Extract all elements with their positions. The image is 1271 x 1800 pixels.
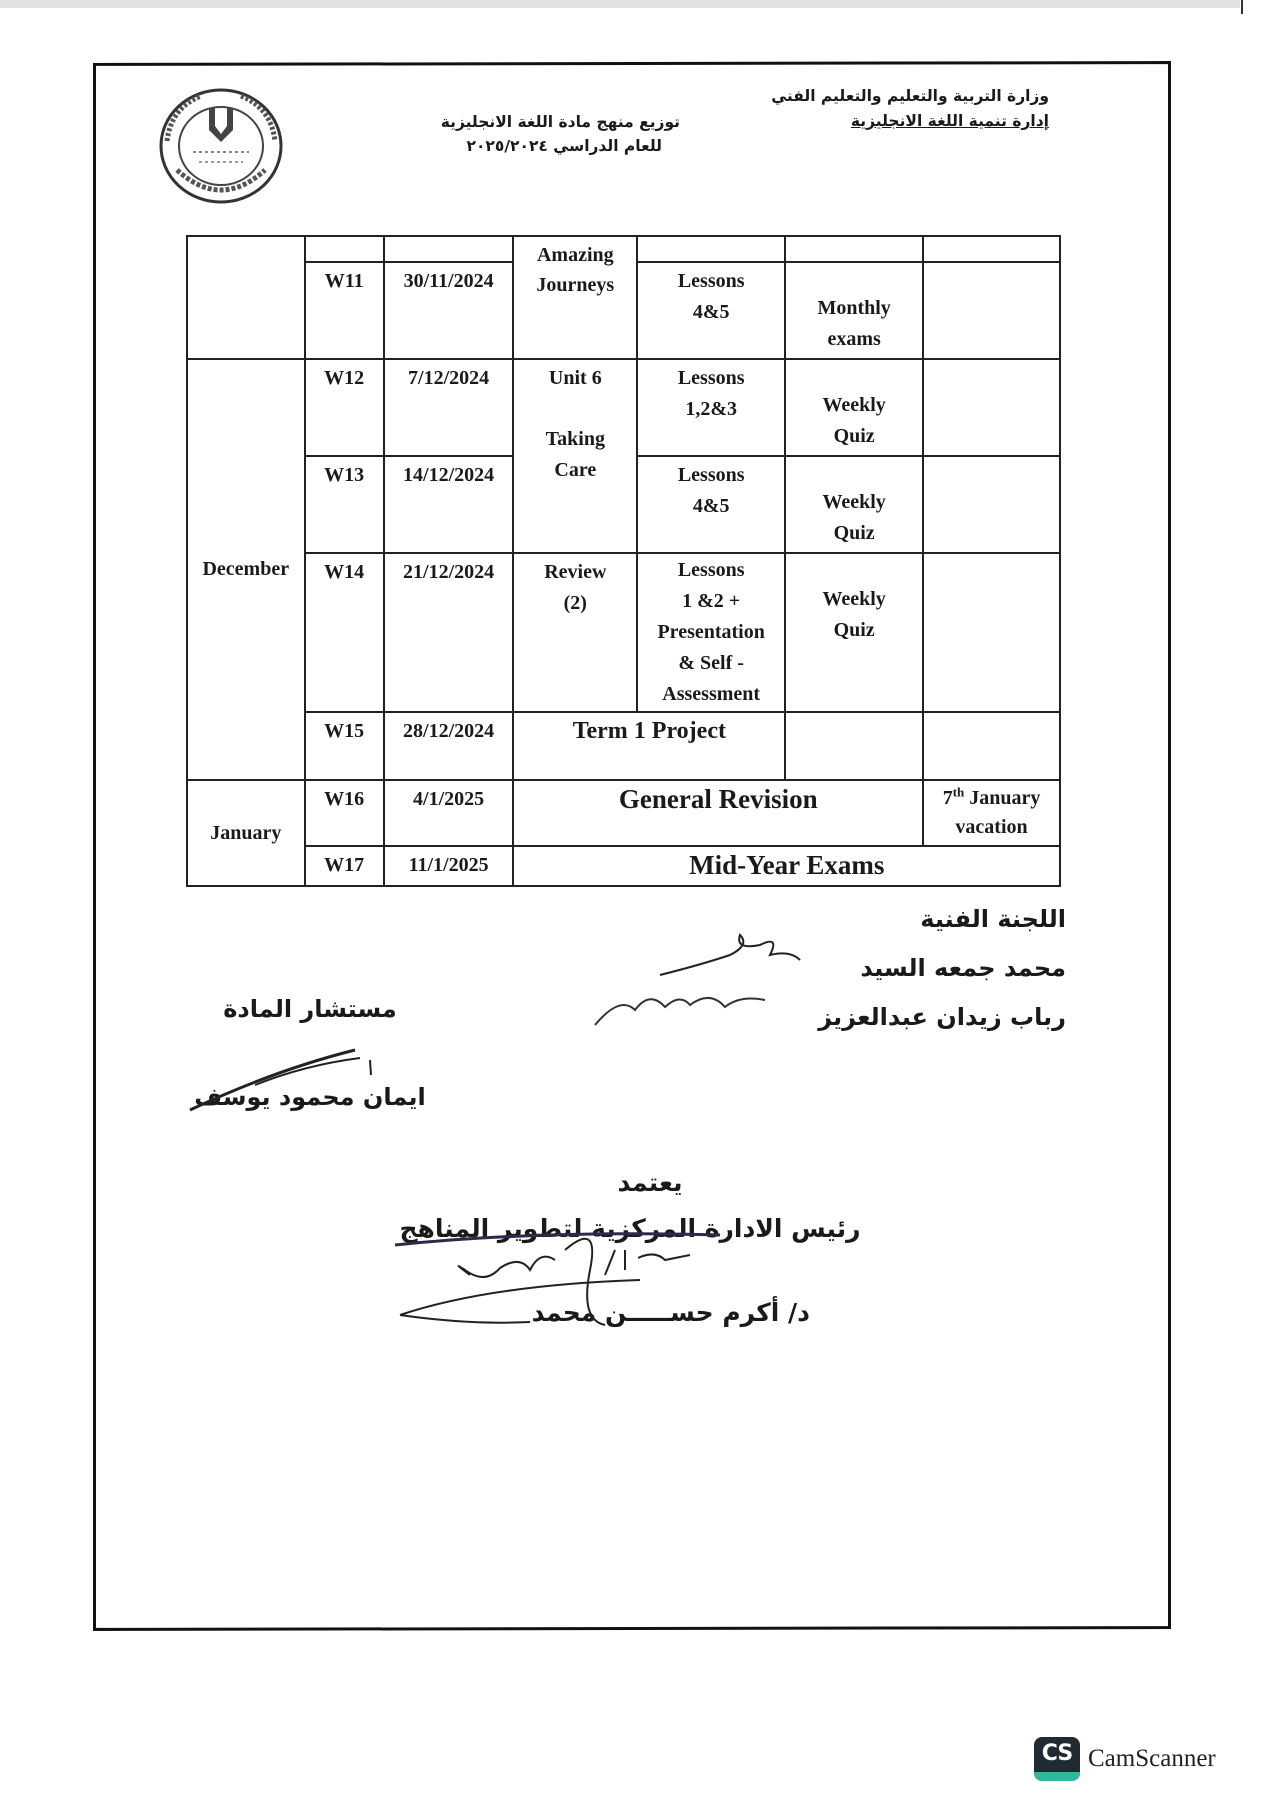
notes-cell <box>923 236 1060 262</box>
ministry-header <box>771 84 1049 134</box>
advisor-title: مستشار المادة <box>223 995 397 1023</box>
notes-cell <box>923 262 1060 359</box>
week-cell: W11 <box>305 262 384 359</box>
date-cell: 14/12/2024 <box>384 456 514 553</box>
lessons-text: Assessment <box>662 683 761 705</box>
assessment-cell <box>785 236 923 262</box>
date-cell: 11/1/2025 <box>384 846 514 886</box>
assessment-text: Weekly <box>822 394 886 416</box>
assessment-text: exams <box>827 328 881 350</box>
lessons-text: 4&5 <box>692 495 730 517</box>
assessment-text: Quiz <box>833 425 875 447</box>
unit-text: Journeys <box>536 274 615 296</box>
camscanner-watermark: CamScanner <box>1088 1745 1216 1772</box>
notes-cell <box>923 780 1060 846</box>
lessons-cell <box>637 236 785 262</box>
week-cell: W15 <box>305 712 384 780</box>
committee-title: اللجنة الفنية <box>920 905 1066 933</box>
approver-title: رئيس الادارة المركزية لتطوير المناهج <box>399 1214 861 1243</box>
week-cell: W17 <box>305 846 384 886</box>
date-cell <box>384 236 514 262</box>
activity-cell: Term 1 Project <box>513 712 785 780</box>
week-cell: W12 <box>305 359 384 456</box>
notes-cell <box>923 359 1060 456</box>
unit-text: Amazing <box>536 244 614 266</box>
assessment-text: Monthly <box>817 297 891 319</box>
assessment-cell <box>785 712 923 780</box>
approver-name: د/ أكرم حســـــن محمد <box>531 1298 810 1327</box>
ministry-name: وزارة التربية والتعليم والتعليم الفني <box>771 87 1049 105</box>
unit-text: Unit 6 <box>548 367 602 389</box>
notes-cell <box>923 553 1060 712</box>
assessment-text: Quiz <box>833 522 875 544</box>
date-cell: 4/1/2025 <box>384 780 514 846</box>
activity-cell: Mid-Year Exams <box>513 846 1060 886</box>
assessment-cell <box>785 456 923 553</box>
lessons-text: Lessons <box>677 367 745 389</box>
week-cell: W14 <box>305 553 384 712</box>
notes-cell <box>923 712 1060 780</box>
table-row <box>187 712 1060 780</box>
lessons-text: Lessons <box>677 559 745 581</box>
scan-edge <box>0 0 1240 8</box>
date-cell: 30/11/2024 <box>384 262 514 359</box>
document-title-block <box>430 110 680 158</box>
week-cell: W13 <box>305 456 384 553</box>
assessment-text: Quiz <box>833 619 875 641</box>
ministry-seal-icon <box>157 86 285 206</box>
table-row <box>187 553 1060 712</box>
activity-cell: General Revision <box>513 780 923 846</box>
scan-edge-mark <box>1241 0 1243 14</box>
week-cell <box>305 236 384 262</box>
lessons-cell <box>637 262 785 359</box>
assessment-text: Weekly <box>822 588 886 610</box>
date-cell: 21/12/2024 <box>384 553 514 712</box>
table-row <box>187 780 1060 846</box>
lessons-text: 4&5 <box>692 301 730 323</box>
committee-member-1: محمد جمعه السيد <box>860 954 1066 982</box>
lessons-cell <box>637 359 785 456</box>
unit-text: (2) <box>563 592 587 614</box>
table-row <box>187 359 1060 456</box>
assessment-text: Weekly <box>822 491 886 513</box>
date-cell: 28/12/2024 <box>384 712 514 780</box>
assessment-cell <box>785 553 923 712</box>
unit-cell <box>513 359 637 553</box>
table-row <box>187 236 1060 262</box>
assessment-cell <box>785 359 923 456</box>
month-cell: December <box>187 359 305 780</box>
month-cell: January <box>187 780 305 886</box>
curriculum-table <box>186 235 1061 887</box>
table-row <box>187 846 1060 886</box>
academic-year: للعام الدراسي ٢٠٢٥/٢٠٢٤ <box>466 137 662 155</box>
approval-label: يعتمد <box>617 1168 683 1197</box>
lessons-text: Presentation <box>657 621 765 643</box>
assessment-cell <box>785 262 923 359</box>
unit-text: Taking <box>545 428 605 450</box>
committee-member-2: رباب زيدان عبدالعزيز <box>818 1003 1066 1031</box>
unit-cell <box>513 236 637 359</box>
date-cell: 7/12/2024 <box>384 359 514 456</box>
notes-text: 7th January vacation <box>942 784 1041 838</box>
lessons-cell <box>637 456 785 553</box>
notes-cell <box>923 456 1060 553</box>
technical-committee <box>818 895 1066 1042</box>
unit-text: Review <box>544 561 607 583</box>
lessons-cell <box>637 553 785 712</box>
lessons-text: & Self - <box>678 652 744 674</box>
week-cell: W16 <box>305 780 384 846</box>
unit-cell <box>513 553 637 712</box>
unit-text: Care <box>554 459 597 481</box>
lessons-text: Lessons <box>677 270 745 292</box>
document-title: توزيع منهج مادة اللغة الانجليزية <box>440 113 680 131</box>
lessons-text: Lessons <box>677 464 745 486</box>
month-cell <box>187 236 305 359</box>
department-name: إدارة تنمية اللغة الانجليزية <box>850 112 1049 130</box>
lessons-text: 1 &2 + <box>682 590 741 612</box>
advisor-name: ايمان محمود يوسف <box>194 1083 426 1111</box>
camscanner-logo-icon: CS <box>1034 1737 1080 1781</box>
lessons-text: 1,2&3 <box>685 398 737 420</box>
